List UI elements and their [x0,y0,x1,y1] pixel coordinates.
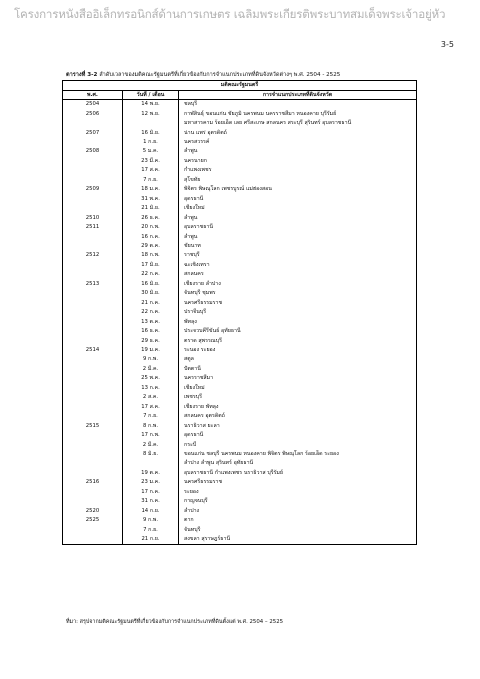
cell-year: 2511 [63,223,123,232]
cell-year: 2509 [63,185,123,194]
table-row [63,157,417,166]
cell-provinces: เชียงราย พัทลุง [179,403,417,412]
cell-date: 17 ก.ค. [123,488,179,497]
cell-date: 7 ก.ย. [123,412,179,421]
cell-year [63,318,123,327]
resolution-table [62,80,417,545]
table-row [63,450,417,459]
table-row [63,478,417,487]
cell-date: 17 มิ.ย. [123,261,179,270]
table-row [63,299,417,308]
cell-year [63,299,123,308]
cell-date: 22 ก.ค. [123,270,179,279]
cell-provinces: จันทบุรี [179,526,417,535]
cell-year: 2513 [63,280,123,289]
cell-year [63,327,123,336]
cell-provinces: กาญจนบุรี [179,497,417,506]
cell-provinces: ขอนแก่น ชลบุรี นครพนม หนองคาย พิจิตร พิษณุโลก ร้อยเอ็ด ระยอง [179,450,417,459]
cell-provinces: ลำพูน [179,214,417,223]
cell-year [63,242,123,251]
cell-date [123,459,179,468]
cell-date: 14 พ.ย. [123,100,179,110]
cell-year [63,393,123,402]
cell-date: 9 ก.พ. [123,516,179,525]
cell-provinces: มหาสารคาม ร้อยเอ็ด เลย ศรีสะเกษ สกลนคร สระบุรี สุรินทร์ อุบลราชธานี [179,119,417,128]
cell-provinces: พิจิตร พิษณุโลก เพชรบูรณ์ แม่ฮ่องสอน [179,185,417,194]
table-row [63,223,417,232]
cell-provinces: นราธิวาส ยะลา [179,422,417,431]
cell-date: 23 ม.ค. [123,478,179,487]
cell-date: 16 มิ.ย. [123,129,179,138]
cell-date: 16 มิ.ย. [123,280,179,289]
cell-provinces: นครนายก [179,157,417,166]
cell-year [63,365,123,374]
table-row [63,318,417,327]
table-row [63,242,417,251]
cell-provinces: เชียงใหม่ [179,384,417,393]
table-row [63,384,417,393]
cell-provinces: เพชรบุรี [179,393,417,402]
cell-date: 12 พ.ย. [123,110,179,119]
cell-year [63,176,123,185]
table-row [63,365,417,374]
cell-date: 16 ก.ค. [123,233,179,242]
cell-provinces: สตูล [179,355,417,364]
cell-year [63,469,123,478]
cell-date: 21 ก.ค. [123,299,179,308]
table-row [63,195,417,204]
cell-date: 18 ม.ค. [123,185,179,194]
cell-date: 29 ต.ค. [123,242,179,251]
cell-date: 19 ม.ค. [123,346,179,355]
cell-year [63,441,123,450]
table-row [63,129,417,138]
table-label: ตารางที่ 3-2 [66,72,98,78]
cell-date: 9 ก.พ. [123,355,179,364]
cell-year [63,157,123,166]
cell-date: 16 ธ.ค. [123,327,179,336]
cell-provinces: นครศรีธรรมราช [179,299,417,308]
cell-date: 2 มี.ค. [123,365,179,374]
cell-date: 13 ก.ค. [123,384,179,393]
cell-year [63,374,123,383]
cell-date: 8 มิ.ย. [123,450,179,459]
table-row [63,507,417,516]
cell-provinces: อุบลราชธานี กำแพงเพชร นราธิวาส บุรีรัมย์ [179,469,417,478]
table-row [63,138,417,147]
cell-provinces: อุดรธานี [179,195,417,204]
table-caption-text: ลำดับเวลาของมติคณะรัฐมนตรีที่เกี่ยวข้องกับการจำแนกประเภทที่ดินจังหวัดต่างๆ พ.ศ. 2504 - 2525 [99,72,341,78]
cell-provinces: ตาก [179,516,417,525]
table-row [63,214,417,223]
cell-date: 17 ก.พ. [123,431,179,440]
table-row [63,374,417,383]
cell-date: 17 ส.ค. [123,403,179,412]
cell-date: 23 มี.ค. [123,157,179,166]
table-row [63,110,417,119]
table-row [63,526,417,535]
cell-year: 2506 [63,110,123,119]
cell-date: 7 ก.ย. [123,176,179,185]
cell-date: 2 มี.ค. [123,441,179,450]
table-row [63,204,417,213]
cell-year [63,119,123,128]
cell-year [63,431,123,440]
cell-date: 22 ก.ค. [123,308,179,317]
cell-date: 21 ก.ย. [123,535,179,545]
cell-provinces: ปัตตานี [179,365,417,374]
cell-provinces: อุบลราชธานี [179,223,417,232]
table-row [63,346,417,355]
cell-provinces: สงขลา สุราษฎร์ธานี [179,535,417,545]
cell-provinces: เชียงราย ลำปาง [179,280,417,289]
table-row [63,327,417,336]
cell-year: 2520 [63,507,123,516]
cell-date: 17 ส.ค. [123,166,179,175]
table-source-note: ที่มา: สรุปจากมติคณะรัฐมนตรีที่เกี่ยวข้องกับการจำแนกประเภทที่ดินตั้งแต่ พ.ศ. 2504 – 2525 [66,619,284,625]
cell-date: 14 ก.ย. [123,507,179,516]
table-row [63,147,417,156]
cell-date: 21 มิ.ย. [123,204,179,213]
group-header: มติคณะรัฐมนตรี [63,81,417,91]
table-row [63,337,417,346]
cell-date: 2 ส.ค. [123,393,179,402]
cell-year [63,412,123,421]
cell-provinces: กระบี่ [179,441,417,450]
cell-provinces: นครศรีธรรมราช [179,478,417,487]
cell-year [63,450,123,459]
cell-provinces: เชียงใหม่ [179,204,417,213]
cell-provinces: สกลนคร อุตรดิตถ์ [179,412,417,421]
cell-year: 2516 [63,478,123,487]
table-row [63,412,417,421]
cell-provinces: นครราชสีมา [179,374,417,383]
cell-year [63,337,123,346]
cell-year [63,233,123,242]
cell-year: 2512 [63,251,123,260]
cell-provinces: ลำพูน [179,147,417,156]
cell-date: 1 ก.ย. [123,138,179,147]
cell-year [63,289,123,298]
cell-year [63,261,123,270]
cell-provinces: ราชบุรี [179,251,417,260]
cell-date: 13 ต.ค. [123,318,179,327]
cell-provinces: ระนอง ระยอง [179,346,417,355]
cell-provinces: สกลนคร [179,270,417,279]
cell-provinces: น่าน แพร่ อุตรดิตถ์ [179,129,417,138]
cell-provinces: ปราจีนบุรี [179,308,417,317]
cell-year [63,270,123,279]
cell-date [123,119,179,128]
cell-year [63,355,123,364]
table-row [63,308,417,317]
cell-provinces: ลำพูน [179,233,417,242]
cell-date: 20 ก.พ. [123,223,179,232]
table-row [63,459,417,468]
cell-provinces: พัทลุง [179,318,417,327]
cell-date: 31 ก.ค. [123,497,179,506]
cell-year [63,138,123,147]
table-row [63,251,417,260]
table-row [63,393,417,402]
cell-year [63,526,123,535]
cell-provinces: ลำปาง [179,507,417,516]
cell-provinces: ระยอง [179,488,417,497]
cell-date: 7 ก.ย. [123,526,179,535]
table-row [63,441,417,450]
cell-year [63,497,123,506]
cell-date: 19 ต.ค. [123,469,179,478]
table-row [63,488,417,497]
cell-provinces: ลำปาง ลำพูน สุรินทร์ อุทัยธานี [179,459,417,468]
table-row [63,516,417,525]
table-row [63,100,417,110]
cell-date: 26 ธ.ค. [123,214,179,223]
cell-year [63,488,123,497]
column-header-provinces: การจำแนกประเภทที่ดินจังหวัด [179,90,417,100]
cell-year: 2507 [63,129,123,138]
cell-year [63,384,123,393]
cell-year [63,166,123,175]
cell-date: 29 ธ.ค. [123,337,179,346]
table-row [63,422,417,431]
cell-year: 2504 [63,100,123,110]
cell-year [63,535,123,545]
table-row [63,403,417,412]
cell-date: 18 ก.พ. [123,251,179,260]
table-row [63,185,417,194]
table-row [63,469,417,478]
table-row [63,233,417,242]
cell-provinces: นครสวรรค์ [179,138,417,147]
cell-provinces: ตราด สุพรรณบุรี [179,337,417,346]
cell-provinces: ชลบุรี [179,100,417,110]
table-caption [66,71,340,79]
running-header: โครงการหนังสืออิเล็กทรอนิกส์ด้านการเกษตร เฉลิมพระเกียรติพระบาทสมเด็จพระเจ้าอยู่หัว [14,7,446,21]
cell-provinces: สุโขทัย [179,176,417,185]
cell-provinces: ประจวบคีรีขันธ์ อุทัยธานี [179,327,417,336]
table-row [63,355,417,364]
cell-provinces: ชัยนาท [179,242,417,251]
cell-date: 30 มิ.ย. [123,289,179,298]
cell-provinces: ฉะเชิงเทรา [179,261,417,270]
cell-year: 2515 [63,422,123,431]
table-row [63,497,417,506]
cell-date: 8 ก.พ. [123,422,179,431]
cell-provinces: จันทบุรี ชุมพร [179,289,417,298]
page-number: 3-5 [440,40,454,49]
cell-year: 2525 [63,516,123,525]
cell-year: 2514 [63,346,123,355]
cell-year: 2508 [63,147,123,156]
cell-year [63,308,123,317]
cell-year [63,459,123,468]
cell-date: 31 พ.ค. [123,195,179,204]
table-row [63,270,417,279]
cell-provinces: กำแพงเพชร [179,166,417,175]
cell-provinces: อุดรธานี [179,431,417,440]
table-row [63,166,417,175]
cell-year [63,403,123,412]
cell-provinces: กาฬสินธุ์ ขอนแก่น ชัยภูมิ นครพนม นครราชสีมา หนองคาย บุรีรัมย์ [179,110,417,119]
column-header-date: วันที่ / เดือน [123,90,179,100]
table-row [63,176,417,185]
table-row [63,280,417,289]
cell-year [63,204,123,213]
cell-year: 2510 [63,214,123,223]
table-row [63,119,417,128]
table-row [63,431,417,440]
table-row [63,289,417,298]
cell-year [63,195,123,204]
cell-date: 25 พ.ค. [123,374,179,383]
cell-date: 5 ม.ค. [123,147,179,156]
column-header-year: พ.ศ. [63,90,123,100]
table-row [63,535,417,545]
table-row [63,261,417,270]
